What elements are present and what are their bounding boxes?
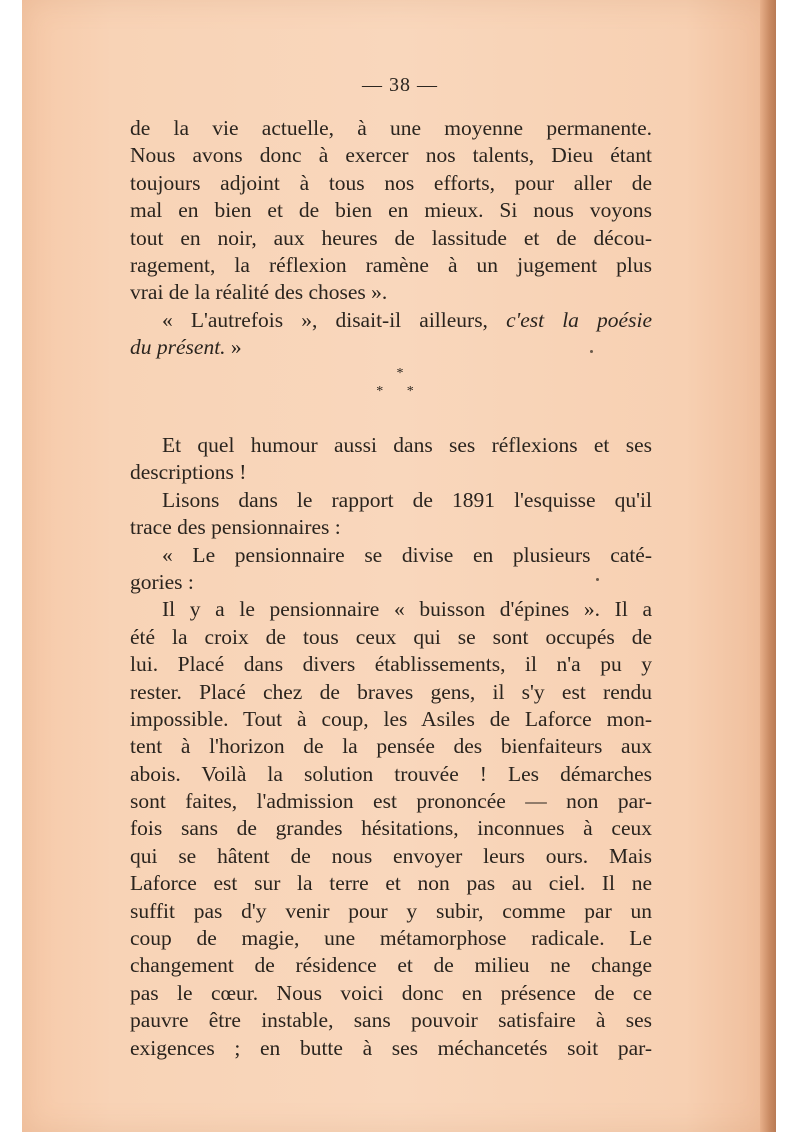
- text-line: ragement, la réflexion ramène à un jugement plus: [130, 252, 652, 277]
- quote-italic-2: du présent.: [130, 335, 226, 360]
- text-line: changement de résidence et de milieu ne change: [130, 953, 652, 978]
- text-line: pas le cœur. Nous voici donc en présence de ce: [130, 980, 652, 1005]
- text-line: rester. Placé chez de braves gens, il s'y est rendu: [130, 679, 652, 704]
- text-line: Nous avons donc à exercer nos talents, Dieu étant: [130, 143, 652, 168]
- quote-close: »: [225, 335, 242, 360]
- text-line: Et quel humour aussi dans ses réflexions et ses: [162, 433, 652, 457]
- text-line: de la vie actuelle, à une moyenne permanente.: [130, 116, 652, 140]
- text-line: tout en noir, aux heures de lassitude et de décou-: [130, 225, 652, 250]
- quote-open: « L'autrefois », disait-il ailleurs,: [162, 307, 507, 332]
- text-line: abois. Voilà la solution trouvée ! Les démarches: [130, 761, 652, 786]
- text-line: impossible. Tout à coup, les Asiles de Laforce mon-: [130, 706, 652, 731]
- text-line: « Le pensionnaire se divise en plusieurs caté-: [162, 542, 652, 567]
- quote-italic-1: c'est la poésie: [506, 307, 652, 332]
- quote-line: [130, 334, 652, 361]
- page-edge: [760, 0, 776, 1132]
- text-line: Lisons dans le rapport de 1891 l'esquisse qu'il: [162, 487, 652, 512]
- separator-star-bottom: * *: [376, 384, 424, 399]
- text-line: pauvre être instable, sans pouvoir satisfaire à ses: [130, 1008, 652, 1033]
- paragraph-block-1: [130, 115, 652, 362]
- text-line: sont faites, l'admission est prononcée — non par-: [130, 789, 652, 814]
- text-line: tent à l'horizon de la pensée des bienfaiteurs aux: [130, 734, 652, 759]
- text-line: été la croix de tous ceux qui se sont occupés de: [130, 624, 652, 649]
- text-line: gories :: [130, 569, 194, 594]
- text-line: suffit pas d'y venir pour y subir, comme par un: [130, 898, 652, 923]
- text-line: exigences ; en butte à ses méchancetés soit par-: [130, 1035, 652, 1060]
- text-line: qui se hâtent de nous envoyer leurs ours. Mais: [130, 843, 652, 868]
- text-line: descriptions !: [130, 460, 247, 485]
- text-line: lui. Placé dans divers établissements, il n'a pu y: [130, 652, 652, 677]
- text-line: toujours adjoint à tous nos efforts, pour aller de: [130, 170, 652, 195]
- text-line: Laforce est sur la terre et non pas au ciel. Il ne: [130, 871, 652, 896]
- separator-star-top: *: [396, 366, 404, 381]
- text-line: Il y a le pensionnaire « buisson d'épines ». Il a: [162, 597, 652, 622]
- text-line: fois sans de grandes hésitations, inconnues à ceux: [130, 816, 652, 841]
- quote-line: [130, 307, 652, 334]
- text-line: trace des pensionnaires :: [130, 515, 341, 540]
- paper-speck: [590, 350, 593, 353]
- page-number: — 38 —: [362, 74, 438, 96]
- text-line: mal en bien et de bien en mieux. Si nous voyons: [130, 198, 652, 223]
- paper-speck: [596, 578, 599, 581]
- paragraph-block-2: [130, 432, 652, 1062]
- text-line: coup de magie, une métamorphose radicale. Le: [130, 926, 652, 951]
- text-line: vrai de la réalité des choses ».: [130, 280, 388, 305]
